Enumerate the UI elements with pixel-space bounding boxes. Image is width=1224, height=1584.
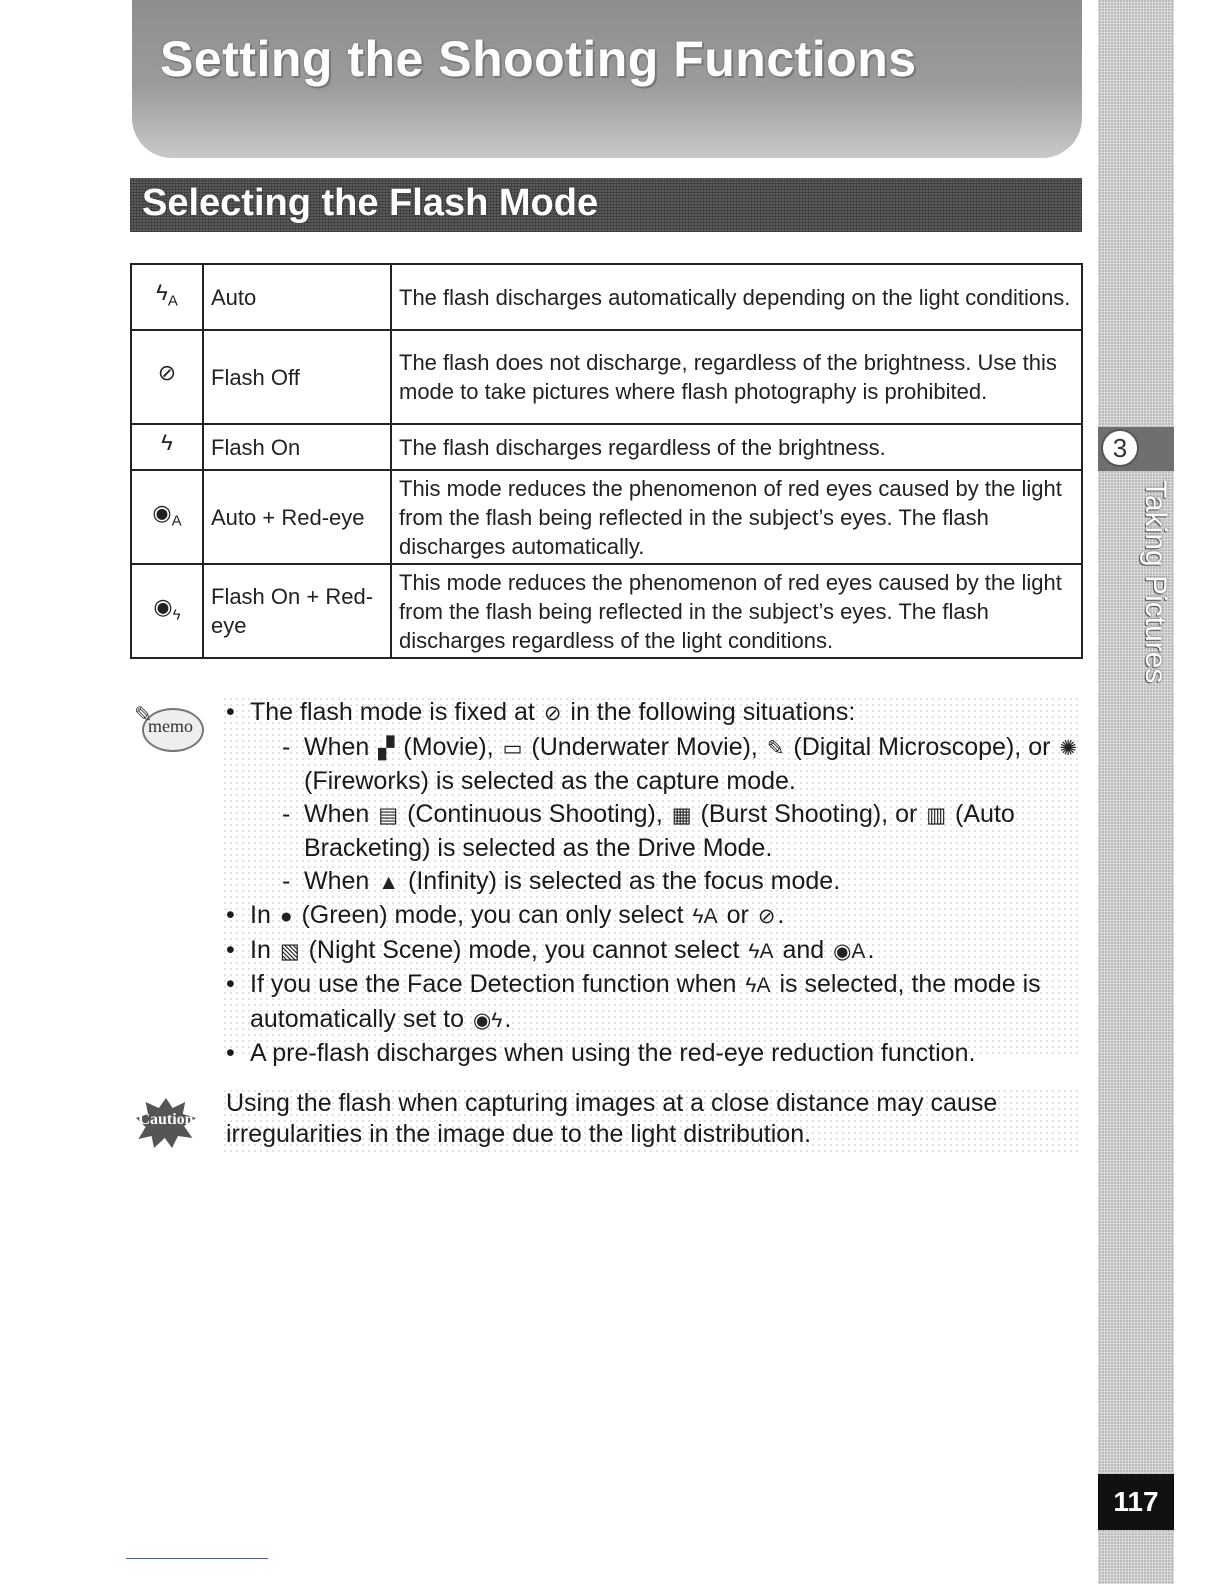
red-eye-on-icon: ◉ϟ xyxy=(472,1008,503,1032)
table-row xyxy=(131,470,1082,564)
continuous-shooting-icon: ▤ xyxy=(378,803,399,827)
mode-description: This mode reduces the phenomenon of red eyes caused by the light from the flash being reflected in the subject’s eyes. The flash discharges automatically. xyxy=(391,470,1082,564)
flash-off-icon: ⊘ xyxy=(757,905,776,928)
chapter-banner xyxy=(132,0,1082,158)
chapter-title: Setting the Shooting Functions xyxy=(160,31,917,87)
mode-name: Flash On xyxy=(203,424,391,470)
list-item: - When ▲ (Infinity) is selected as the focus mode. xyxy=(250,865,1080,900)
footer-rule xyxy=(126,1558,268,1559)
fireworks-icon: ✺ xyxy=(1059,736,1077,760)
section-title: Selecting the Flash Mode xyxy=(142,182,599,224)
memo-icon-label: memo xyxy=(148,716,193,736)
mode-description: The flash discharges automatically depending on the light conditions. xyxy=(391,264,1082,330)
mode-description: This mode reduces the phenomenon of red eyes caused by the light from the flash being reflected in the subject’s eyes. The flash discharges regardless of the light conditions. xyxy=(391,564,1082,658)
list-item: - When ▞ (Movie), ▭ (Underwater Movie), ✎ (Digital Microscope), or ✺ (Fireworks) is selected as the capture mode. xyxy=(250,731,1080,798)
mode-name: Flash On + Red-eye xyxy=(203,564,391,658)
pencil-icon: ✎ xyxy=(134,702,153,727)
mode-description: The flash discharges regardless of the brightness. xyxy=(391,424,1082,470)
flash-auto-icon: $ϟ_A$ xyxy=(131,264,203,330)
section-bar xyxy=(130,178,1082,232)
caution-icon-label: Caution xyxy=(138,1111,194,1128)
table-row xyxy=(131,564,1082,658)
table-row xyxy=(131,330,1082,424)
flash-off-icon: ⊘ xyxy=(131,330,203,424)
auto-bracketing-icon: ▥ xyxy=(926,803,947,827)
caution-icon xyxy=(130,1094,202,1150)
night-scene-icon: ▧ xyxy=(279,939,300,963)
flash-off-icon: ⊘ xyxy=(543,702,562,725)
infinity-icon: ▲ xyxy=(378,870,400,894)
flash-auto-icon: ϟA xyxy=(692,905,718,928)
mode-description: The flash does not discharge, regardless of the brightness. Use this mode to take pictures where flash photography is prohibited. xyxy=(391,330,1082,424)
memo-icon xyxy=(132,702,204,752)
list-item: • In ● (Green) mode, you can only select ϟA or ⊘. xyxy=(222,899,1080,934)
list-item: • The flash mode is fixed at ⊘ in the following situations: - When ▞ (Movie), ▭ (Underwater Movie), ✎ (Digital Microscope), or ✺ (Fireworks) is selected as the capture mode. - When ▤ (Continuous Shooting), ▦ (Burst Shooting), or ▥ (Auto Bracketing) is selected as the Drive Mode. - When ▲ (Infinity) is selected as the focus mode. xyxy=(222,696,1080,899)
mode-name: Flash Off xyxy=(203,330,391,424)
flash-on-red-eye-icon: $◉_ϟ$ xyxy=(131,564,203,658)
mode-name: Auto xyxy=(203,264,391,330)
caution-note xyxy=(222,1088,1080,1154)
mode-name: Auto + Red-eye xyxy=(203,470,391,564)
chapter-number: 3 xyxy=(1101,429,1139,467)
chapter-side-tab xyxy=(1098,0,1174,1584)
flash-mode-table xyxy=(130,263,1083,659)
page-number: 117 xyxy=(1098,1474,1174,1530)
microscope-icon: ✎ xyxy=(766,736,785,760)
list-item: - When ▤ (Continuous Shooting), ▦ (Burst Shooting), or ▥ (Auto Bracketing) is selected as the Drive Mode. xyxy=(250,798,1080,865)
table-row xyxy=(131,424,1082,470)
red-eye-auto-icon: ◉A xyxy=(833,939,866,963)
underwater-movie-icon: ▭ xyxy=(502,736,523,760)
movie-icon: ▞ xyxy=(378,736,395,760)
flash-auto-icon: ϟA xyxy=(748,939,774,963)
list-item: • A pre-flash discharges when using the red-eye reduction function. xyxy=(222,1037,1080,1070)
chapter-label: Taking Pictures xyxy=(1139,480,1172,684)
chapter-number-badge xyxy=(1098,427,1174,471)
list-item: • In ▧ (Night Scene) mode, you cannot select ϟA and ◉A. xyxy=(222,934,1080,969)
burst-shooting-icon: ▦ xyxy=(671,803,692,827)
table-row xyxy=(131,264,1082,330)
memo-notes xyxy=(222,696,1080,1067)
list-item: • If you use the Face Detection function when ϟA is selected, the mode is automatically set to ◉ϟ. xyxy=(222,968,1080,1037)
auto-red-eye-icon: $◉_A$ xyxy=(131,470,203,564)
flash-on-icon: ϟ xyxy=(131,424,203,470)
green-mode-icon: ● xyxy=(279,905,293,928)
flash-auto-icon: ϟA xyxy=(745,974,771,997)
caution-text: Using the flash when capturing images at a close distance may cause irregularities in the image due to the light distribution. xyxy=(226,1089,998,1148)
